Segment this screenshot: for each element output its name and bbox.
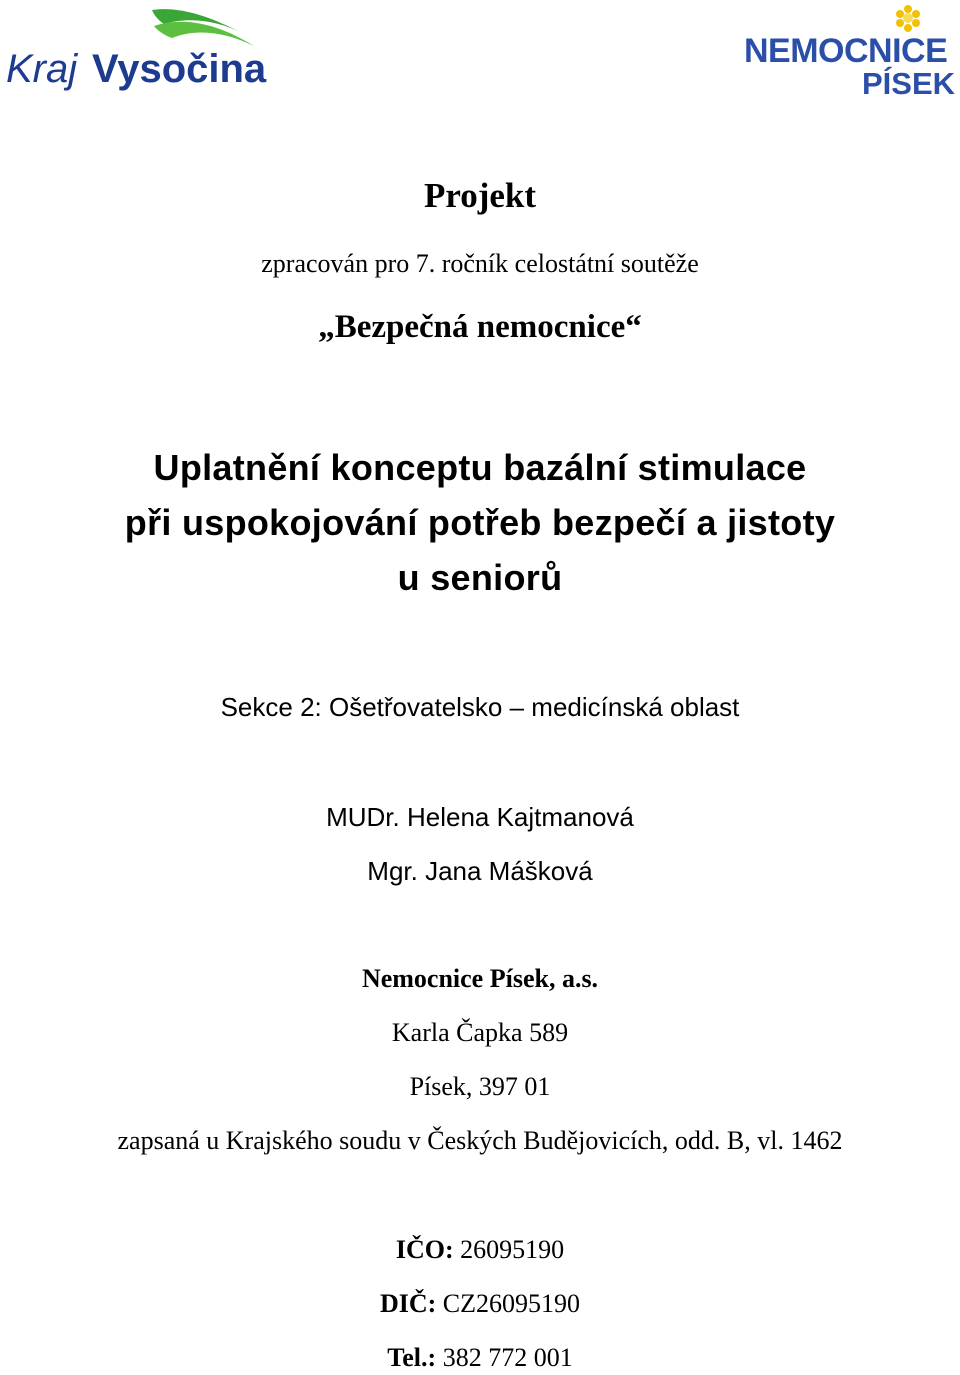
title-line-1: Uplatnění konceptu bazální stimulace: [153, 447, 807, 488]
logo-word-kraj: Kraj: [6, 47, 78, 91]
flower-icon: [896, 5, 920, 32]
competition-name: „Bezpečná nemocnice“: [318, 309, 642, 345]
author-1: MUDr. Helena Kajtmanová: [326, 802, 634, 832]
organization-city: Písek, 397 01: [409, 1072, 551, 1101]
kraj-vysocina-logo: [4, 6, 279, 96]
title-line-2: při uspokojování potřeb bezpečí a jistoty: [124, 502, 836, 543]
dic-value: CZ26095190: [436, 1289, 581, 1318]
ico-line: [0, 1233, 960, 1267]
section-label: Sekce 2: Ošetřovatelsko – medicínská oblast: [220, 692, 740, 722]
logo-line-pisek: PÍSEK: [862, 66, 956, 98]
dic-line: [0, 1287, 960, 1321]
tel-value: 382 772 001: [436, 1343, 573, 1372]
tel-label: Tel.:: [387, 1343, 437, 1372]
logo-line-nemocnice: NEMOCNICE: [744, 32, 948, 70]
projekt-heading: Projekt: [423, 176, 537, 215]
green-swoosh-2-icon: [154, 22, 254, 46]
title-line-3: u seniorů: [397, 557, 563, 598]
project-title: [0, 440, 960, 605]
organization-street: Karla Čapka 589: [391, 1018, 569, 1047]
ico-value: 26095190: [453, 1235, 565, 1264]
nemocnice-pisek-logo-graphic: [740, 2, 958, 98]
tel-line: [0, 1341, 960, 1375]
author-2: Mgr. Jana Mášková: [367, 856, 593, 886]
nemocnice-pisek-logo: [740, 2, 958, 98]
logo-word-vysocina: Vysočina: [92, 47, 267, 91]
dic-label: DIČ:: [379, 1289, 437, 1318]
organization-name: Nemocnice Písek, a.s.: [361, 964, 599, 993]
court-registry: zapsaná u Krajského soudu v Českých Budějovicích, odd. B, vl. 1462: [117, 1126, 843, 1155]
kraj-vysocina-logo-graphic: [4, 6, 279, 96]
ico-label: IČO:: [395, 1235, 454, 1264]
competition-intro: zpracován pro 7. ročník celostátní soutěže: [261, 249, 699, 278]
